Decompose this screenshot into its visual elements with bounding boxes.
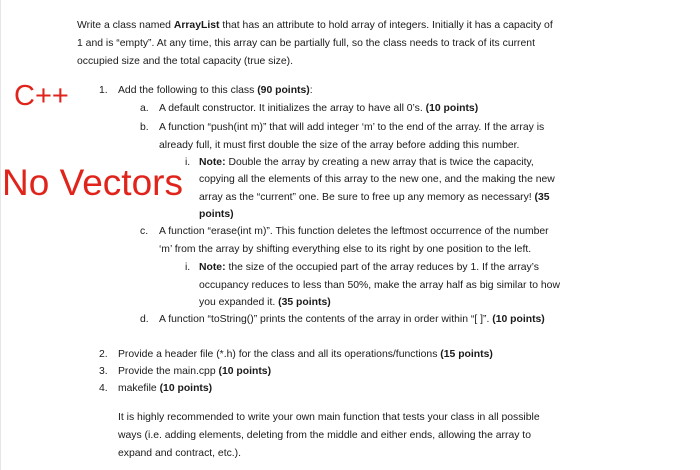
item-1b-line-2: already full, it must first double the size of the array before adding this number.: [159, 140, 520, 151]
item-text: Provide a header file (*.h) for the class and all its operations/functions: [118, 349, 441, 360]
item-2-number: 2.: [99, 349, 108, 360]
closing-line-3: expand and contract, etc.).: [118, 448, 242, 459]
item-1b-i-line-1: [199, 156, 534, 169]
item-2-text: [118, 348, 493, 361]
item-1b-i-line-3: [199, 191, 550, 204]
item-3-number: 3.: [99, 366, 108, 377]
intro-line-3: occupied size and the total capacity (true size).: [77, 56, 294, 67]
item-text: Provide the main.cpp: [118, 366, 219, 377]
no-vectors-annotation: No Vectors: [2, 162, 183, 203]
intro-line-1: [77, 19, 553, 32]
item-1c-i-line-3: [199, 296, 331, 309]
item-1c-i-number: i.: [185, 262, 191, 273]
cpp-annotation: C++: [14, 80, 69, 112]
item-1c-i-line-2: occupancy reduces to less than 50%, make the array half as big similar to how: [199, 280, 560, 291]
points: (35 points): [278, 297, 331, 308]
item-1c-letter: c.: [140, 226, 149, 237]
item-1-text: [118, 84, 313, 97]
item-1b-line-1: A function “push(int m)” that will add integer ‘m’ to the end of the array. If the array is: [159, 122, 545, 133]
item-1c-i-line-1: [199, 261, 539, 274]
points: (35: [534, 192, 550, 203]
points: (15 points): [440, 349, 493, 360]
item-1b-letter: b.: [140, 122, 149, 133]
closing-line-1: It is highly recommended to write your own main function that tests your class in all possible: [118, 412, 540, 423]
item-text: array as the “current” one. Be sure to free up any memory as necessary!: [199, 192, 535, 203]
points: points): [199, 209, 234, 220]
item-4-number: 4.: [99, 383, 108, 394]
points: (10 points): [159, 383, 213, 394]
points: (10 points): [492, 314, 545, 325]
intro-text: Write a class named: [77, 20, 174, 31]
points: (10 points): [218, 366, 272, 377]
item-1-number: 1.: [99, 85, 108, 96]
item-1d-letter: d.: [140, 314, 149, 325]
class-name: ArrayList: [173, 20, 220, 31]
note-label: Note:: [199, 157, 226, 168]
item-text: Add the following to this class: [118, 85, 258, 96]
item-text: A function “toString()” prints the contents of the array in order within “[ ]”.: [159, 314, 493, 325]
note-label: Note:: [199, 262, 226, 273]
item-1b-i-line-2: copying all the elements of this array to the new one, and the making the new: [199, 174, 555, 185]
item-text: the size of the occupied part of the array reduces by 1. If the array’s: [225, 262, 539, 273]
item-text: you expanded it.: [199, 297, 279, 308]
item-text: makefile: [118, 383, 160, 394]
item-text: A default constructor. It initializes the array to have all 0’s.: [159, 103, 426, 114]
item-1a-letter: a.: [140, 103, 149, 114]
item-1d-text: [159, 313, 545, 326]
item-1b-i-number: i.: [185, 157, 191, 168]
intro-line-2: 1 and is “empty”. At any time, this array can be partially full, so the class needs to track of its current: [77, 38, 535, 49]
points: (10 points): [425, 103, 479, 114]
item-text: :: [309, 85, 313, 96]
item-1a-text: [159, 102, 478, 115]
page-edge: [0, 0, 1, 470]
intro-text: that has an attribute to hold array of integers. Initially it has a capacity of: [219, 20, 553, 31]
item-1c-line-1: A function “erase(int m)”. This function deletes the leftmost occurrence of the number: [159, 226, 549, 237]
item-4-text: [118, 382, 212, 395]
closing-line-2: ways (i.e. adding elements, deleting from the middle and either ends, allowing the array to: [118, 430, 531, 441]
item-text: Double the array by creating a new array that is twice the capacity,: [225, 157, 534, 168]
item-1b-i-line-4: [199, 208, 234, 221]
item-3-text: [118, 365, 271, 378]
item-1c-line-2: ‘m’ from the array by shifting everything else to its right by one position to the left.: [159, 244, 532, 255]
points: (90 points): [257, 85, 310, 96]
